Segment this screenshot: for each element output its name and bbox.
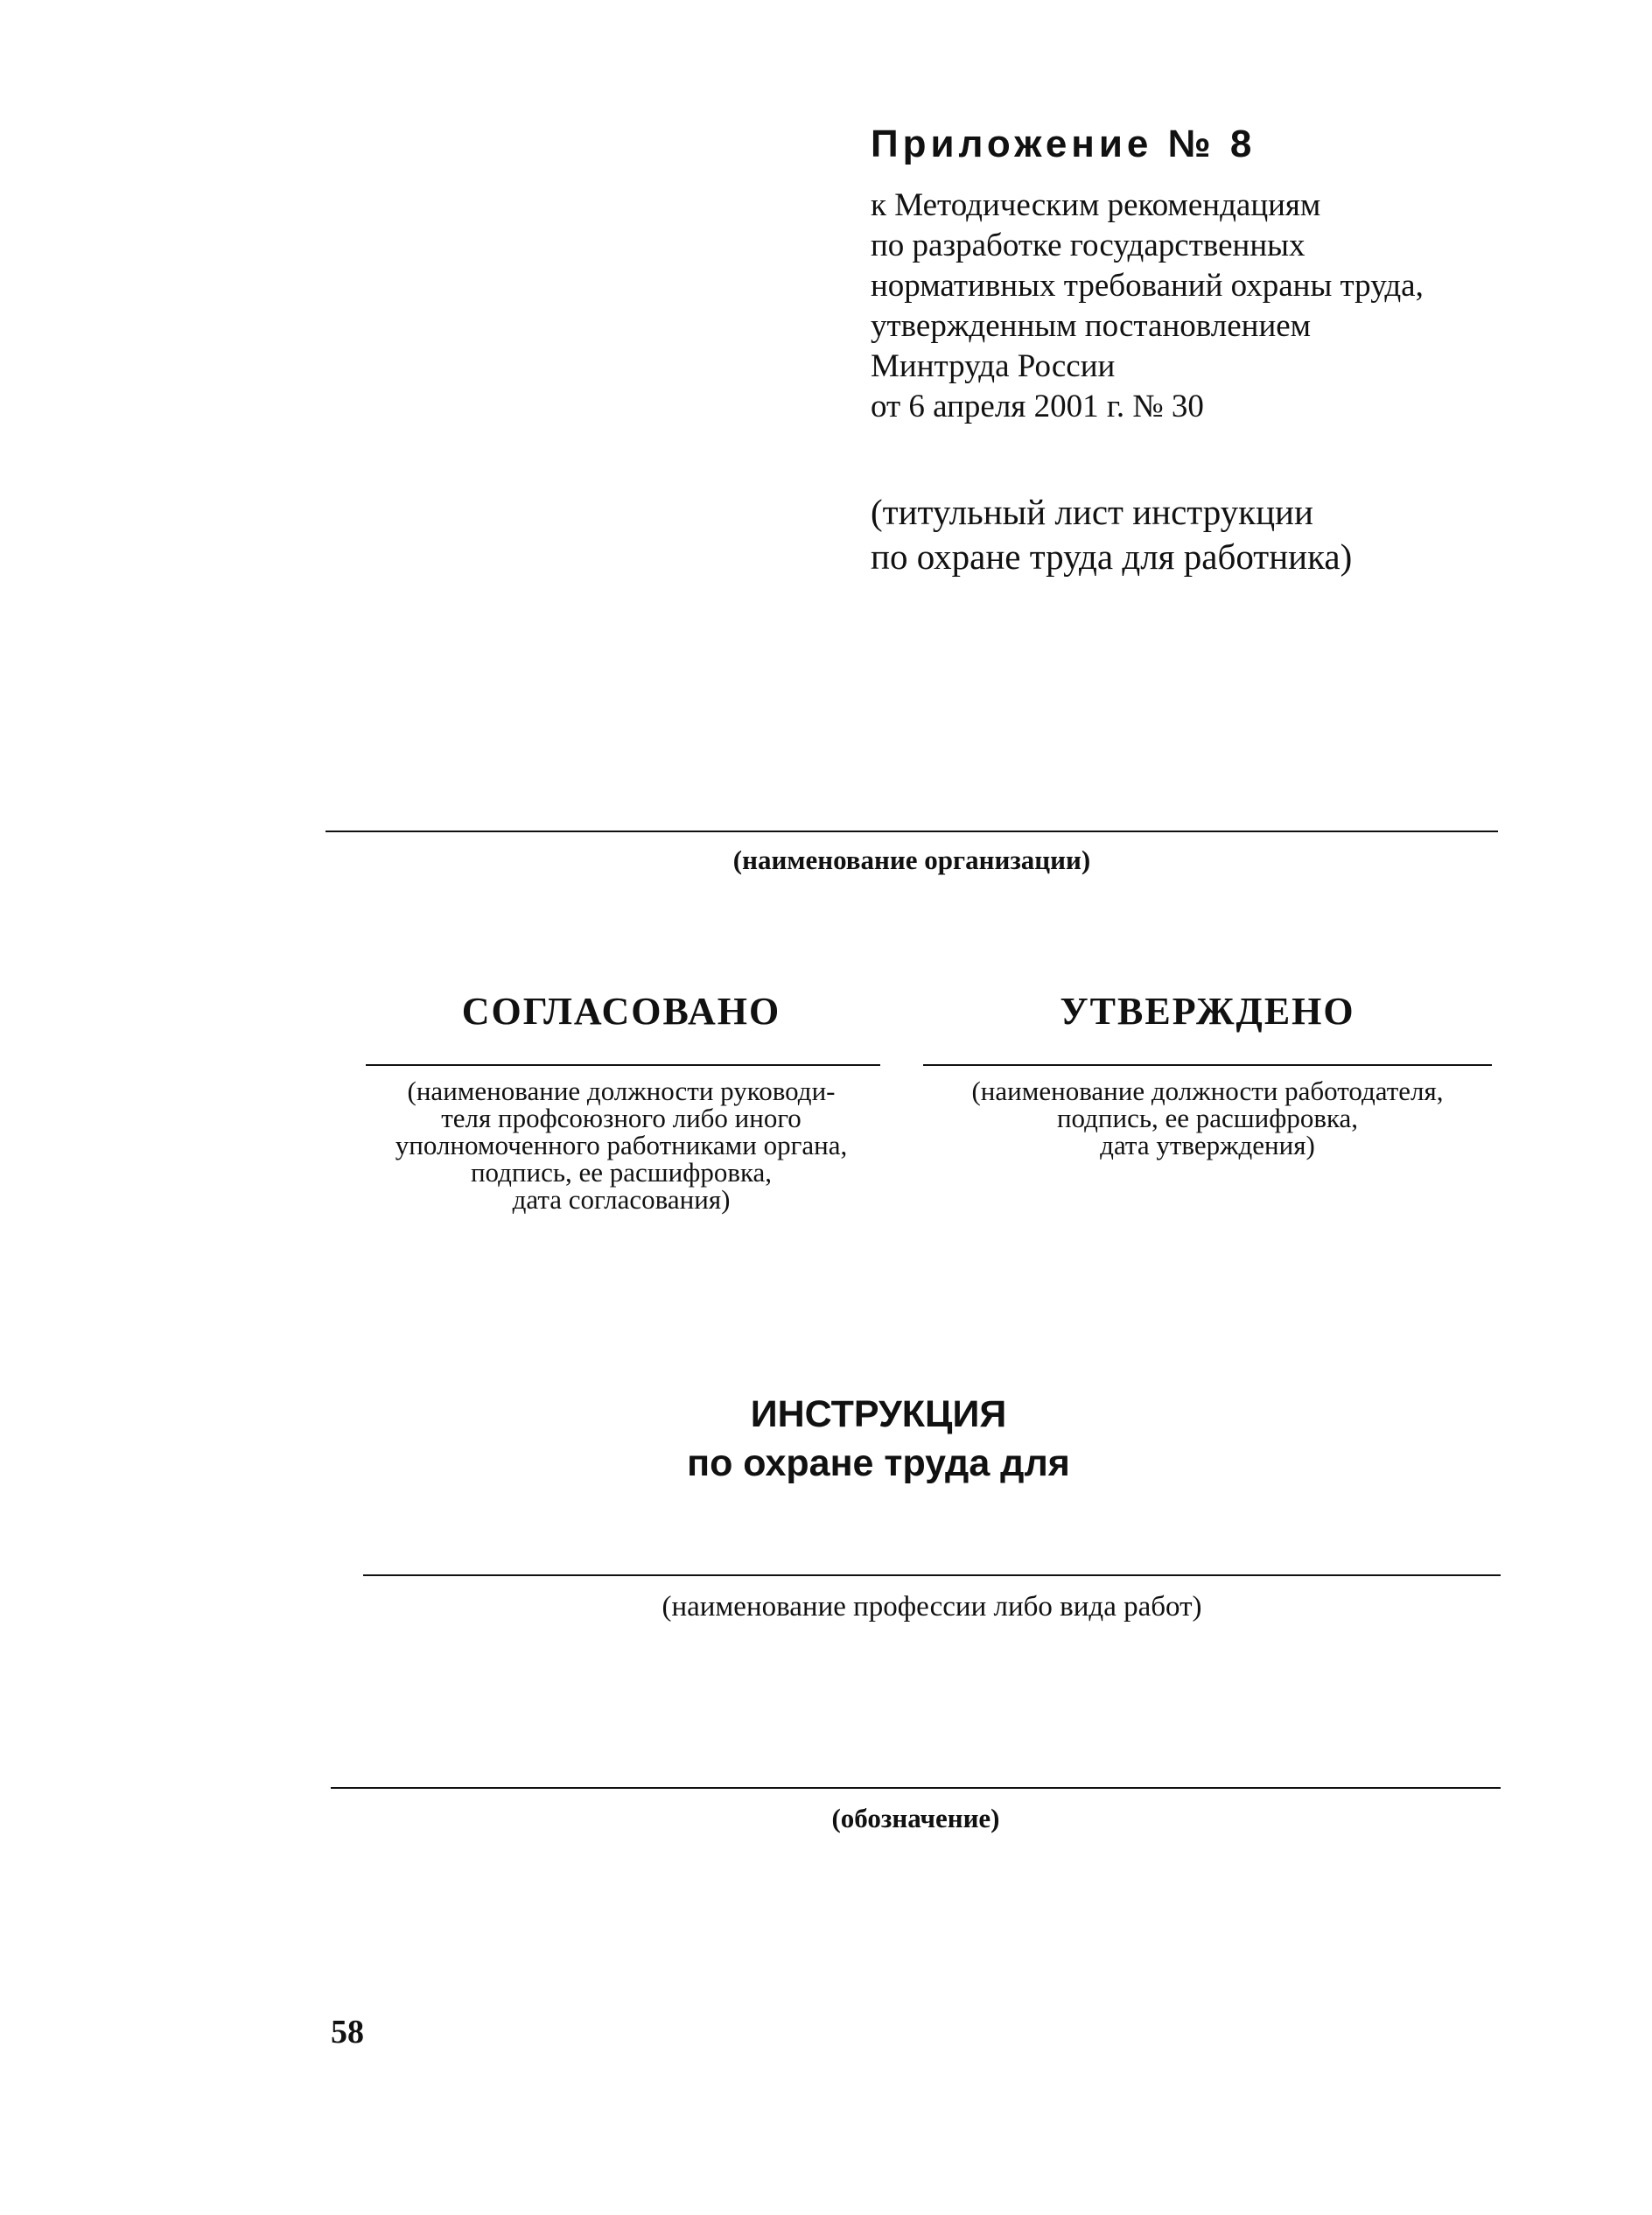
designation-line xyxy=(331,1787,1501,1789)
title-sheet-note xyxy=(871,490,1352,579)
agreed-caption-line: дата согласования) xyxy=(512,1184,731,1215)
appendix-line: утвержденным постановлением xyxy=(871,308,1312,344)
approved-caption-line: (наименование должности работодателя, xyxy=(971,1076,1444,1106)
designation-caption: (обозначение) xyxy=(831,1803,1000,1833)
agreed-caption-line: уполномоченного работниками органа, xyxy=(395,1130,848,1160)
page-number: 58 xyxy=(331,2014,364,2050)
title-sheet-note-line: по охране труда для работника) xyxy=(871,536,1353,577)
appendix-title: Приложение № 8 xyxy=(871,123,1256,165)
profession-line xyxy=(363,1574,1501,1576)
agreed-signature-line xyxy=(366,1064,880,1066)
title-sheet-note-line: (титульный лист инструкции xyxy=(871,492,1313,532)
profession-caption: (наименование профессии либо вида работ) xyxy=(662,1591,1202,1623)
appendix-line: по разработке государственных xyxy=(871,228,1306,263)
instruction-subtitle: по охране труда для xyxy=(687,1442,1070,1484)
instruction-title: ИНСТРУКЦИЯ xyxy=(750,1393,1007,1435)
agreed-caption xyxy=(315,1077,928,1213)
approved-heading: УТВЕРЖДЕНО xyxy=(1060,990,1355,1033)
appendix-reference xyxy=(871,186,1424,427)
appendix-line: нормативных требований охраны труда, xyxy=(871,268,1424,304)
approved-caption-line: подпись, ее расшифровка, xyxy=(1056,1103,1359,1133)
instruction-heading xyxy=(0,1390,1652,1488)
appendix-line: от 6 апреля 2001 г. № 30 xyxy=(871,389,1204,424)
appendix-line: Минтруда России xyxy=(871,348,1116,384)
approved-caption-line: дата утверждения) xyxy=(1100,1130,1315,1160)
agreed-caption-line: (наименование должности руководи- xyxy=(407,1076,836,1106)
agreed-heading: СОГЛАСОВАНО xyxy=(461,990,781,1033)
approved-signature-line xyxy=(923,1064,1492,1066)
appendix-line: к Методическим рекомендациям xyxy=(871,187,1321,223)
organization-caption: (наименование организации) xyxy=(732,845,1091,875)
agreed-caption-line: подпись, ее расшифровка, xyxy=(470,1157,773,1188)
organization-name-line xyxy=(326,831,1498,832)
agreed-caption-line: теля профсоюзного либо иного xyxy=(441,1103,802,1133)
approved-caption xyxy=(901,1077,1514,1159)
